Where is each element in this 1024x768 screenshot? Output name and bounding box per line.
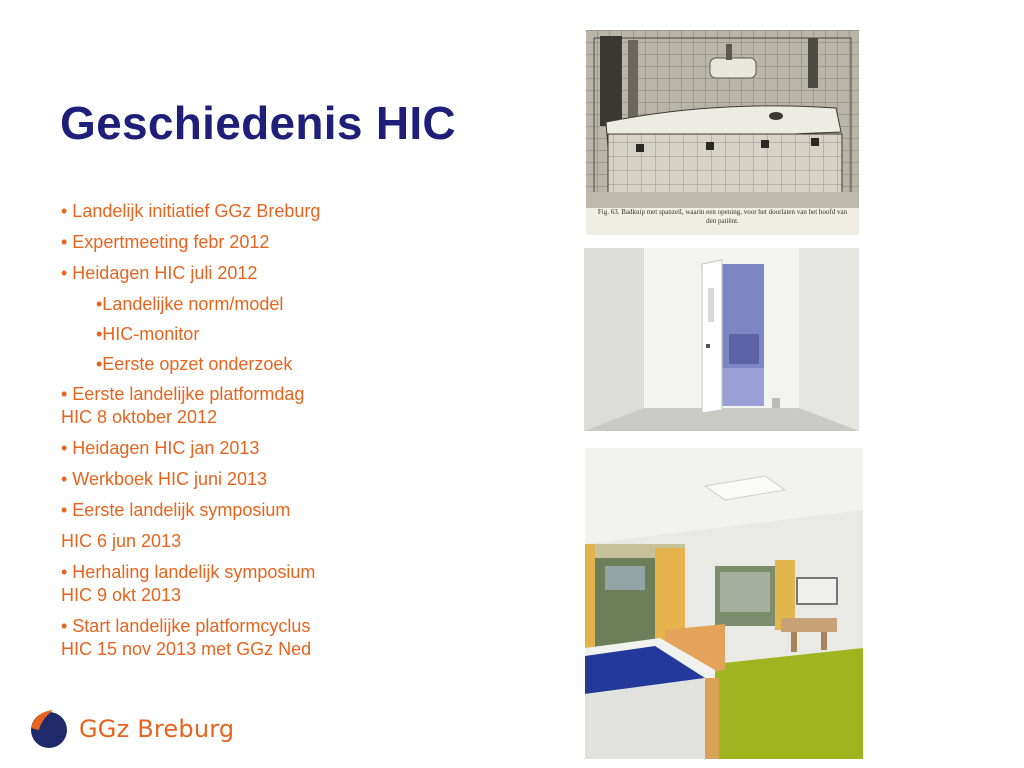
bullet-line: HIC 8 oktober 2012 [61,407,218,427]
bullet-item: • Heidagen HIC jan 2013 [61,438,260,458]
sub-bullet-item: •HIC-monitor [96,324,200,344]
ggz-breburg-logo [27,706,267,750]
bullet-item [61,383,391,429]
bullet-item: • Landelijk initiatief GGz Breburg [61,201,321,221]
bathtub-illustration [586,30,859,208]
bullet-item: • Heidagen HIC juli 2012 [61,263,258,283]
bathtub-photo [586,30,859,235]
bullet-item [61,615,391,661]
logo-text: GGz Breburg [79,715,235,743]
logo-mark-icon [27,706,71,750]
bullet-line: • Herhaling landelijk symposium [61,562,316,582]
bullet-item: • Eerste landelijk symposium [61,500,291,520]
sub-bullet-item: •Eerste opzet onderzoek [96,354,293,374]
seclusion-door-photo [584,248,859,431]
room-interior-illustration [585,448,863,759]
bullet-item [61,561,391,607]
bullet-item: • Expertmeeting febr 2012 [61,232,270,252]
bullet-line: HIC 9 okt 2013 [61,585,182,605]
room-door-illustration [584,248,859,431]
slide-title: Geschiedenis HIC [60,97,456,149]
comfort-room-photo [585,448,863,759]
bullet-item: HIC 6 jun 2013 [61,531,182,551]
bullet-line: • Start landelijke platformcyclus [61,616,311,636]
sub-bullet-item: •Landelijke norm/model [96,294,284,314]
bullet-list [61,200,391,669]
bullet-item: • Werkboek HIC juni 2013 [61,469,268,489]
bullet-line: • Eerste landelijke platformdag [61,384,305,404]
bullet-line: HIC 15 nov 2013 met GGz Ned [61,639,312,659]
bathtub-caption: Fig. 63. Badkuip met spanzeil, waarin een opening, voor het doorlaten van het hoofd van den patiënt. [597,208,848,225]
